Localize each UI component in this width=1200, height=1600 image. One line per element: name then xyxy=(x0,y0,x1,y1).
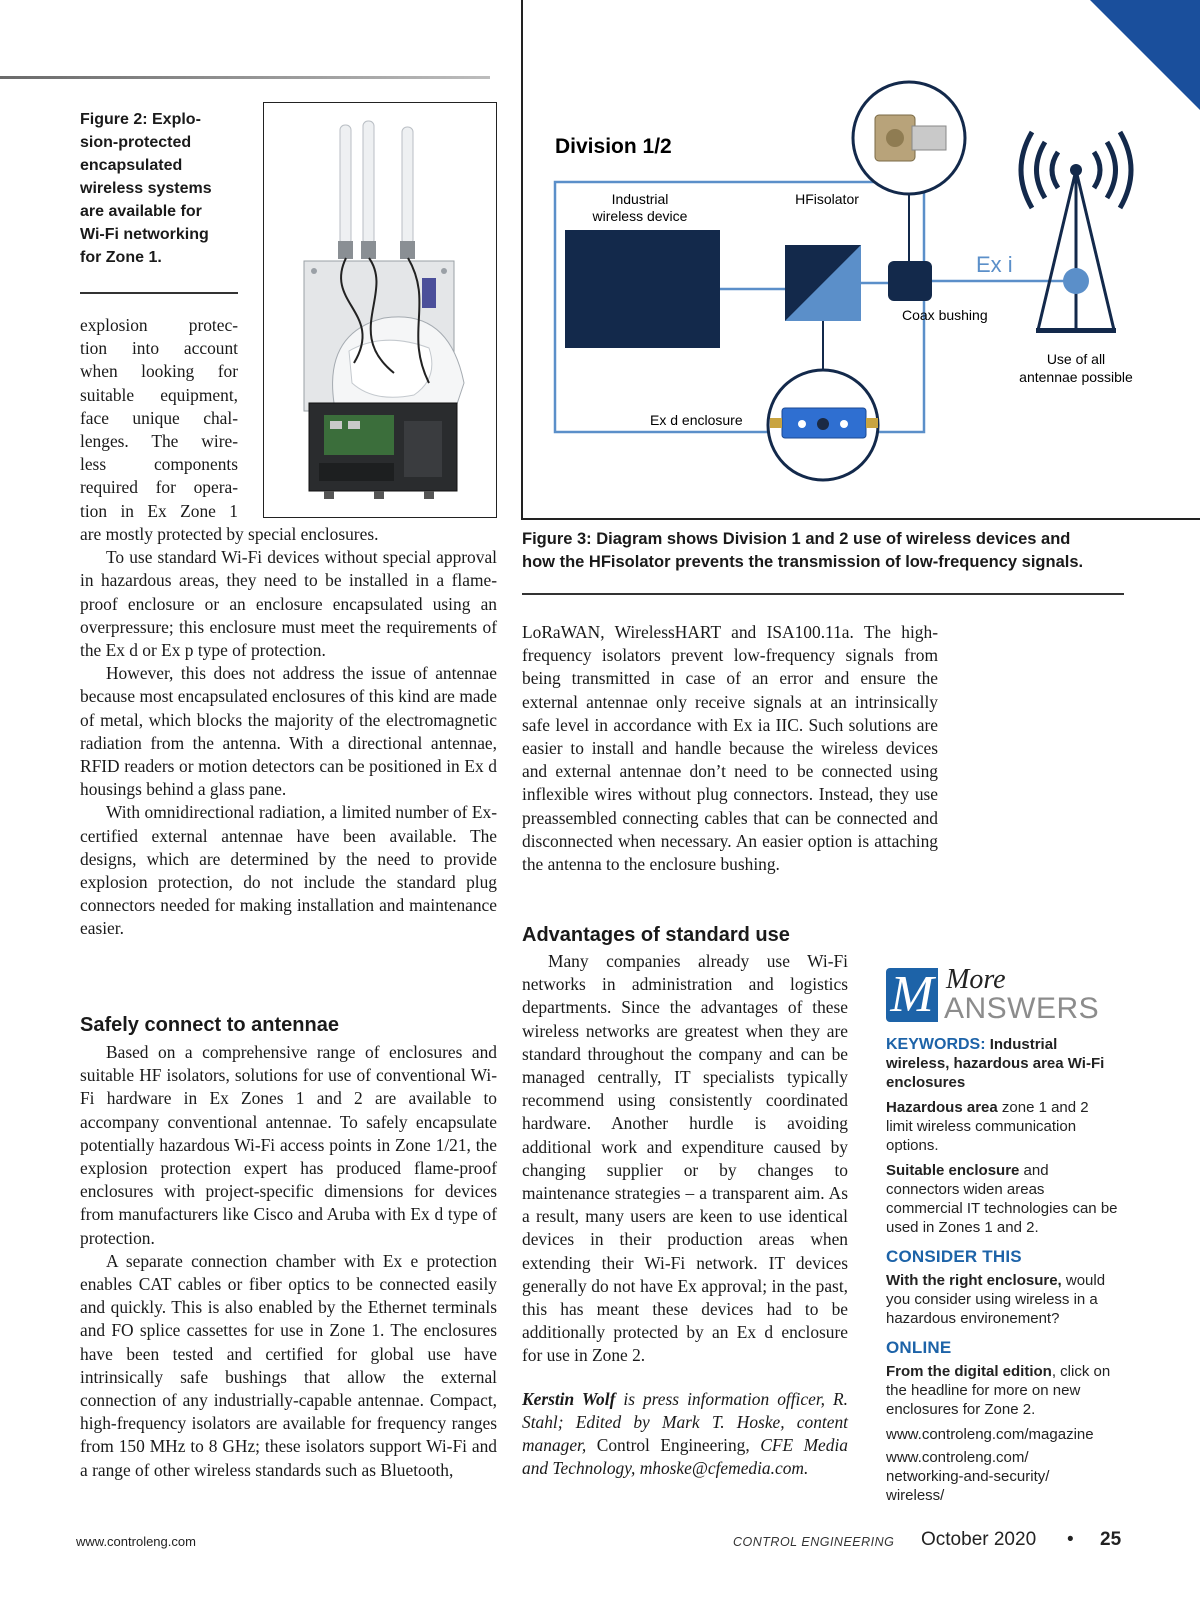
link-line: wireless/ xyxy=(886,1487,945,1504)
logo-answers: ANSWERS xyxy=(944,992,1100,1025)
hfisolator-label: HFisolator xyxy=(795,191,859,207)
keywords-text: Industrial wireless, hazardous area Wi-Fi enclosures xyxy=(886,1036,1105,1091)
caption-line: wireless systems xyxy=(80,180,212,197)
figure3-frame-bottom xyxy=(521,518,1200,520)
sidebar-item xyxy=(886,1098,1118,1155)
footer-magazine: CONTROL ENGINEERING xyxy=(733,1535,895,1549)
col2-body xyxy=(522,621,938,876)
publication-name: Control Engineering, xyxy=(596,1435,761,1456)
caption-rule xyxy=(80,292,238,294)
author-name: Kerstin Wolf xyxy=(522,1388,616,1409)
paragraph: A separate connection chamber with Ex e protection enables CAT cables or fiber optics to be connected easily and quickly. This is also enabled by the Ethernet terminals and FO splice cassettes for use in Zone 1. The enclosures have been tested and certified for global use have intrinsically safe bushings that allow the external connection of any industrially-capable antennae. Compact, high-frequency isolators are available for frequency ranges from 150 MHz to 8 GHz; these isolators support Wi-Fi and a range of other wireless standards such as Bluetooth, xyxy=(80,1250,497,1480)
caption-line: how the HFisolator prevents the transmission of low-frequency signals. xyxy=(522,553,1084,571)
link-line: www.controleng.com/ xyxy=(886,1449,1029,1466)
caption-line: Wi-Fi networking xyxy=(80,226,209,243)
link-line: networking-and-security/ xyxy=(886,1468,1050,1485)
antennae-label-1: Use of all xyxy=(1046,351,1106,367)
coax-bushing-box xyxy=(888,261,932,301)
paragraph: To use standard Wi-Fi devices without special approval in hazardous areas, they need to be installed in a flame-proof enclosure or an enclosure encapsulated using an overpressure; this enclosure must meet the requirements of the Ex d or Ex p type of protection. xyxy=(80,547,497,661)
item-text: , click on the headline for more on new enclosures for Zone 2. xyxy=(886,1363,1111,1418)
author-text: CFE Media and Technology, mhoske@cfemedia.com. xyxy=(522,1435,849,1479)
paragraph: are mostly protected by special enclosures. xyxy=(80,524,379,544)
caption-line: Figure 3: Diagram shows Division 1 and 2 use of wireless devices and xyxy=(522,530,1071,548)
paragraph: Based on a comprehensive range of enclosures and suitable HF isolators, solutions for use of conventional Wi-Fi hardware in Ex Zones 1 and 2 are available to accompany conventional antennae. To safely encapsulate potentially hazardous Wi-Fi access points in Zone 1/21, the explosion protection expert has produced flame-proof enclosures with project-specific dimensions for devices from manufacturers like Cisco and Aruba with Ex d type of protection. xyxy=(80,1042,497,1248)
more-answers-logo xyxy=(886,964,1116,1025)
item-text: zone 1 and 2 limit wireless communication options. xyxy=(886,1099,1089,1154)
sidebar-item xyxy=(886,1161,1118,1237)
industrial-label-2: wireless device xyxy=(592,208,688,224)
caption-rule xyxy=(522,593,1124,595)
footer-url[interactable]: www.controleng.com xyxy=(76,1534,196,1549)
text-line: explosion protec- xyxy=(80,315,238,335)
industrial-device-box xyxy=(565,230,720,348)
keywords-block xyxy=(886,1035,1118,1092)
sidebar xyxy=(886,1035,1118,1505)
figure3-caption xyxy=(522,528,1162,574)
caption-line: are available for xyxy=(80,203,202,220)
link-magazine[interactable]: www.controleng.com/magazine xyxy=(886,1426,1094,1443)
top-rule xyxy=(0,76,490,79)
col1-body-2 xyxy=(80,1041,497,1482)
industrial-label-1: Industrial xyxy=(611,191,669,207)
col2-body-2 xyxy=(522,950,848,1480)
footer-bullet: • xyxy=(1067,1529,1074,1550)
item-bold: With the right enclosure, xyxy=(886,1272,1062,1289)
caption-line: Figure 2: Explo- xyxy=(80,111,201,128)
sidebar-item xyxy=(886,1362,1118,1419)
column-divider xyxy=(521,0,523,520)
text-line: face unique chal- xyxy=(80,407,238,428)
link-networking[interactable] xyxy=(886,1448,1118,1505)
page-number: 25 xyxy=(1100,1529,1122,1550)
figure2-caption xyxy=(80,108,250,269)
antennae-label-2: antennae possible xyxy=(1019,369,1133,385)
logo-m-icon: M xyxy=(886,968,938,1022)
author-text: is press information officer, R. Stahl; Edited by Mark T. Hoske, content manager, xyxy=(522,1388,848,1456)
text-line: when looking for xyxy=(80,361,238,382)
item-bold: Suitable enclosure xyxy=(886,1162,1020,1179)
paragraph: However, this does not address the issue of antennae because most encapsulated enclosures of this kind are made of metal, which blocks the majority of the electromagnetic radiation from the antenna. With a directional antennae, RFID readers or motion detectors can be positioned in Ex d housings behind a glass pane. xyxy=(80,663,497,800)
wireless-enclosure-illustration xyxy=(264,103,495,516)
item-text: and connectors widen areas commercial IT technologies can be used in Zones 1 and 2. xyxy=(886,1162,1118,1236)
keywords-label: KEYWORDS: xyxy=(886,1036,986,1053)
text-line: suitable equipment, xyxy=(80,384,238,405)
text-line: required for opera- xyxy=(80,477,238,498)
item-text: would you consider using wireless in a hazardous environement? xyxy=(886,1272,1106,1327)
section-heading: Safely connect to antennae xyxy=(80,1014,339,1036)
text-line: tion into account xyxy=(80,338,238,359)
footer-date: October 2020 xyxy=(921,1529,1037,1550)
figure3-diagram xyxy=(540,80,1180,500)
consider-heading: CONSIDER THIS xyxy=(886,1247,1022,1266)
paragraph: Many companies already use Wi-Fi networks in administration and logistics departments. Since the advantages of these wireless networks are greatest when they are standard throughout the company and can be managed centrally, IT specialists typically recommend using consistently coordinated hardware. Another hurdle is avoiding additional work and expenditure caused by changing supplier or by changes to maintenance strategies – a transparent aim. As a result, many users are keen to use identical devices in their production areas when extending their Wi-Fi network. IT devices generally do not have Ex approval; in the past, this has meant these devices had to be additionally protected by an Ex d enclosure for use in Zone 2. xyxy=(522,951,848,1366)
item-bold: From the digital edition xyxy=(886,1363,1052,1380)
item-bold: Hazardous area xyxy=(886,1099,998,1116)
logo-more: More xyxy=(946,964,1006,995)
caption-line: sion-protected xyxy=(80,134,192,151)
figure2-image xyxy=(263,102,497,518)
col1-narrow-text xyxy=(80,314,238,523)
paragraph: With omnidirectional radiation, a limited number of Ex-certified external antennae have been available. The designs, which are determined by the need to provide explosion protection, do not include the standard plug connectors needed for making installation and maintenance easier. xyxy=(80,802,497,939)
text-line: less components xyxy=(80,454,238,475)
ex-i-label: Ex i xyxy=(976,252,1013,277)
sidebar-item xyxy=(886,1271,1118,1328)
exd-label: Ex d enclosure xyxy=(650,412,743,428)
text-line: tion in Ex Zone 1 xyxy=(80,500,238,521)
text-line: lenges. The wire- xyxy=(80,431,238,452)
coax-label: Coax bushing xyxy=(902,307,988,323)
caption-line: for Zone 1. xyxy=(80,249,162,266)
online-heading: ONLINE xyxy=(886,1338,952,1357)
paragraph: LoRaWAN, WirelessHART and ISA100.11a. The high-frequency isolators prevent low-frequency signals from being transmitted in case of an error and ensure the external antennae only receive signals at an intrinsically safe level in accordance with Ex ia IIC. Such solutions are easier to install and handle because the wireless devices and external antennae don’t need to be connected using inflexible wires without plug connectors. Instead, they use preassembled connecting cables that can be connected and disconnected when necessary. An easier option is attaching the antenna to the enclosure bushing. xyxy=(522,622,938,875)
author-bio xyxy=(522,1388,848,1481)
caption-line: encapsulated xyxy=(80,157,183,174)
diagram-title: Division 1/2 xyxy=(555,135,672,158)
col1-body xyxy=(80,523,497,941)
section-heading: Advantages of standard use xyxy=(522,924,790,946)
